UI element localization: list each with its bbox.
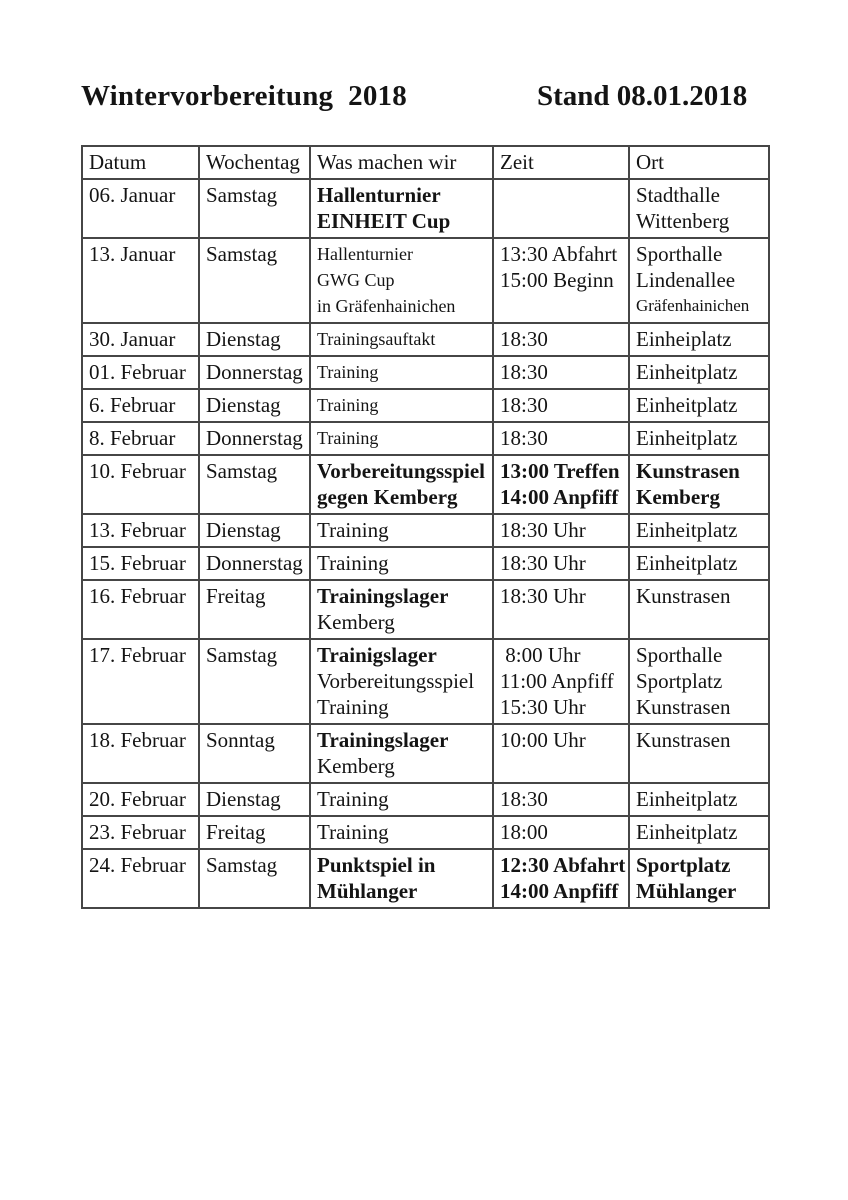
cell-was: [310, 323, 493, 356]
ort-line: Sportplatz: [636, 669, 723, 693]
cell-wochentag: [199, 356, 310, 389]
table-row: [82, 389, 769, 422]
zeit-line: 15:30 Uhr: [500, 695, 586, 719]
datum-text: 30. Januar: [89, 327, 176, 351]
document-header: [81, 0, 768, 112]
cell-datum: [82, 724, 199, 783]
was-line: Punktspiel in: [317, 853, 436, 877]
page-title: Wintervorbereitung 2018: [81, 80, 407, 112]
ort-line: Kunstrasen: [636, 728, 731, 752]
zeit-line: 18:00: [500, 820, 548, 844]
zeit-line: 18:30: [500, 393, 548, 417]
cell-was: [310, 849, 493, 908]
datum-text: 15. Februar: [89, 551, 186, 575]
cell-ort: [629, 514, 769, 547]
column-header-datum: Datum: [82, 146, 199, 179]
was-line: Trainingslager: [317, 584, 449, 608]
zeit-line: 13:00 Treffen: [500, 459, 620, 483]
cell-zeit: [493, 849, 629, 908]
cell-wochentag: [199, 455, 310, 514]
datum-text: 23. Februar: [89, 820, 186, 844]
zeit-line: 11:00 Anpfiff: [500, 669, 614, 693]
ort-line: Kemberg: [636, 485, 720, 509]
zeit-line: 18:30 Uhr: [500, 518, 586, 542]
cell-datum: [82, 356, 199, 389]
table-row: [82, 580, 769, 639]
was-line: Training: [317, 428, 379, 448]
wochentag-text: Dienstag: [206, 787, 281, 811]
cell-ort: [629, 356, 769, 389]
ort-line: Gräfenhainichen: [636, 296, 750, 315]
cell-was: [310, 639, 493, 724]
was-line: gegen Kemberg: [317, 485, 458, 509]
was-line: Vorbereitungsspiel: [317, 669, 475, 693]
zeit-line: 18:30: [500, 787, 548, 811]
cell-datum: [82, 514, 199, 547]
was-line: Vorbereitungsspiel: [317, 459, 486, 483]
cell-zeit: [493, 547, 629, 580]
cell-datum: [82, 580, 199, 639]
table-row: [82, 783, 769, 816]
cell-datum: [82, 639, 199, 724]
ort-line: Sporthalle: [636, 242, 723, 266]
table-header-row: [82, 146, 769, 179]
cell-zeit: [493, 389, 629, 422]
was-line: Training: [317, 362, 379, 382]
cell-was: [310, 816, 493, 849]
cell-was: [310, 179, 493, 238]
ort-line: Kunstrasen: [636, 584, 731, 608]
wochentag-text: Samstag: [206, 643, 278, 667]
cell-zeit: [493, 238, 629, 323]
was-line: Training: [317, 551, 389, 575]
cell-zeit: [493, 422, 629, 455]
datum-text: 20. Februar: [89, 787, 186, 811]
cell-ort: [629, 783, 769, 816]
table-row: [82, 816, 769, 849]
zeit-line: 18:30: [500, 426, 548, 450]
wochentag-text: Dienstag: [206, 518, 281, 542]
was-line: Training: [317, 695, 389, 719]
table-row: [82, 849, 769, 908]
cell-was: [310, 547, 493, 580]
was-line: Kemberg: [317, 610, 395, 634]
cell-was: [310, 238, 493, 323]
cell-wochentag: [199, 724, 310, 783]
table-row: [82, 422, 769, 455]
table-row: [82, 639, 769, 724]
cell-wochentag: [199, 323, 310, 356]
cell-datum: [82, 455, 199, 514]
table-row: [82, 323, 769, 356]
ort-line: Wittenberg: [636, 209, 730, 233]
datum-text: 13. Januar: [89, 242, 176, 266]
ort-line: Einheiplatz: [636, 327, 732, 351]
cell-zeit: [493, 580, 629, 639]
was-line: Training: [317, 518, 389, 542]
ort-line: Lindenallee: [636, 268, 736, 292]
ort-line: Sportplatz: [636, 853, 731, 877]
was-line: Hallenturnier: [317, 244, 413, 264]
cell-was: [310, 455, 493, 514]
column-header-wochentag: Wochentag: [199, 146, 310, 179]
cell-datum: [82, 816, 199, 849]
was-line: Hallenturnier: [317, 183, 441, 207]
cell-ort: [629, 389, 769, 422]
schedule-table: [81, 145, 770, 909]
was-line: Mühlanger: [317, 879, 418, 903]
table-row: [82, 724, 769, 783]
cell-wochentag: [199, 547, 310, 580]
cell-ort: [629, 816, 769, 849]
wochentag-text: Dienstag: [206, 393, 281, 417]
cell-ort: [629, 323, 769, 356]
wochentag-text: Sonntag: [206, 728, 275, 752]
ort-line: Mühlanger: [636, 879, 737, 903]
cell-wochentag: [199, 514, 310, 547]
cell-zeit: [493, 639, 629, 724]
cell-zeit: [493, 514, 629, 547]
cell-was: [310, 580, 493, 639]
cell-ort: [629, 724, 769, 783]
cell-was: [310, 356, 493, 389]
wochentag-text: Dienstag: [206, 327, 281, 351]
wochentag-text: Donnerstag: [206, 360, 303, 384]
cell-ort: [629, 639, 769, 724]
cell-wochentag: [199, 422, 310, 455]
datum-text: 10. Februar: [89, 459, 186, 483]
zeit-line: 13:30 Abfahrt: [500, 242, 618, 266]
wochentag-text: Donnerstag: [206, 426, 303, 450]
cell-ort: [629, 422, 769, 455]
zeit-line: 10:00 Uhr: [500, 728, 586, 752]
was-line: Training: [317, 787, 389, 811]
zeit-line: 18:30 Uhr: [500, 551, 586, 575]
cell-datum: [82, 783, 199, 816]
ort-line: Kunstrasen: [636, 695, 731, 719]
cell-zeit: [493, 455, 629, 514]
ort-line: Einheitplatz: [636, 393, 738, 417]
cell-datum: [82, 849, 199, 908]
cell-zeit: [493, 724, 629, 783]
cell-wochentag: [199, 849, 310, 908]
cell-was: [310, 514, 493, 547]
zeit-line: 15:00 Beginn: [500, 268, 614, 292]
table-row: [82, 238, 769, 323]
cell-zeit: [493, 323, 629, 356]
was-line: GWG Cup: [317, 270, 395, 290]
ort-line: Sporthalle: [636, 643, 723, 667]
datum-text: 8. Februar: [89, 426, 176, 450]
datum-text: 13. Februar: [89, 518, 186, 542]
ort-line: Einheitplatz: [636, 426, 738, 450]
cell-datum: [82, 238, 199, 323]
cell-wochentag: [199, 639, 310, 724]
wochentag-text: Samstag: [206, 853, 278, 877]
datum-text: 17. Februar: [89, 643, 186, 667]
zeit-line: 14:00 Anpfiff: [500, 879, 619, 903]
datum-text: 6. Februar: [89, 393, 176, 417]
cell-ort: [629, 580, 769, 639]
table-row: [82, 514, 769, 547]
table-row: [82, 356, 769, 389]
was-line: Trainingslager: [317, 728, 449, 752]
cell-ort: [629, 547, 769, 580]
cell-ort: [629, 238, 769, 323]
ort-line: Einheitplatz: [636, 360, 738, 384]
was-line: EINHEIT Cup: [317, 209, 451, 233]
column-header-was-machen-wir: Was machen wir: [310, 146, 493, 179]
cell-wochentag: [199, 816, 310, 849]
ort-line: Stadthalle: [636, 183, 720, 207]
zeit-line: 18:30 Uhr: [500, 584, 586, 608]
was-line: Kemberg: [317, 754, 395, 778]
cell-was: [310, 724, 493, 783]
cell-was: [310, 422, 493, 455]
datum-text: 16. Februar: [89, 584, 186, 608]
cell-wochentag: [199, 580, 310, 639]
stand-date: Stand 08.01.2018: [537, 80, 748, 112]
was-line: Training: [317, 820, 389, 844]
cell-was: [310, 783, 493, 816]
datum-text: 06. Januar: [89, 183, 176, 207]
cell-datum: [82, 547, 199, 580]
zeit-line: 12:30 Abfahrt: [500, 853, 626, 877]
cell-ort: [629, 179, 769, 238]
wochentag-text: Freitag: [206, 820, 266, 844]
datum-text: 18. Februar: [89, 728, 186, 752]
zeit-line: 8:00 Uhr: [500, 643, 581, 667]
cell-ort: [629, 455, 769, 514]
cell-wochentag: [199, 238, 310, 323]
was-line: Trainigslager: [317, 643, 437, 667]
cell-wochentag: [199, 783, 310, 816]
ort-line: Einheitplatz: [636, 820, 738, 844]
table-row: [82, 179, 769, 238]
wochentag-text: Samstag: [206, 459, 278, 483]
cell-was: [310, 389, 493, 422]
datum-text: 24. Februar: [89, 853, 186, 877]
cell-datum: [82, 179, 199, 238]
ort-line: Einheitplatz: [636, 551, 738, 575]
ort-line: Kunstrasen: [636, 459, 740, 483]
cell-datum: [82, 389, 199, 422]
was-line: Training: [317, 395, 379, 415]
was-line: Trainingsauftakt: [317, 329, 436, 349]
zeit-line: 18:30: [500, 327, 548, 351]
was-line: in Gräfenhainichen: [317, 296, 456, 316]
column-header-ort: Ort: [629, 146, 769, 179]
wochentag-text: Samstag: [206, 183, 278, 207]
cell-zeit: [493, 179, 629, 238]
zeit-line: 14:00 Anpfiff: [500, 485, 619, 509]
cell-wochentag: [199, 389, 310, 422]
cell-zeit: [493, 816, 629, 849]
cell-datum: [82, 422, 199, 455]
wochentag-text: Donnerstag: [206, 551, 303, 575]
ort-line: Einheitplatz: [636, 787, 738, 811]
table-row: [82, 547, 769, 580]
datum-text: 01. Februar: [89, 360, 186, 384]
wochentag-text: Samstag: [206, 242, 278, 266]
column-header-zeit: Zeit: [493, 146, 629, 179]
table-row: [82, 455, 769, 514]
ort-line: Einheitplatz: [636, 518, 738, 542]
zeit-line: 18:30: [500, 360, 548, 384]
cell-wochentag: [199, 179, 310, 238]
cell-zeit: [493, 356, 629, 389]
wochentag-text: Freitag: [206, 584, 266, 608]
cell-datum: [82, 323, 199, 356]
cell-zeit: [493, 783, 629, 816]
cell-ort: [629, 849, 769, 908]
